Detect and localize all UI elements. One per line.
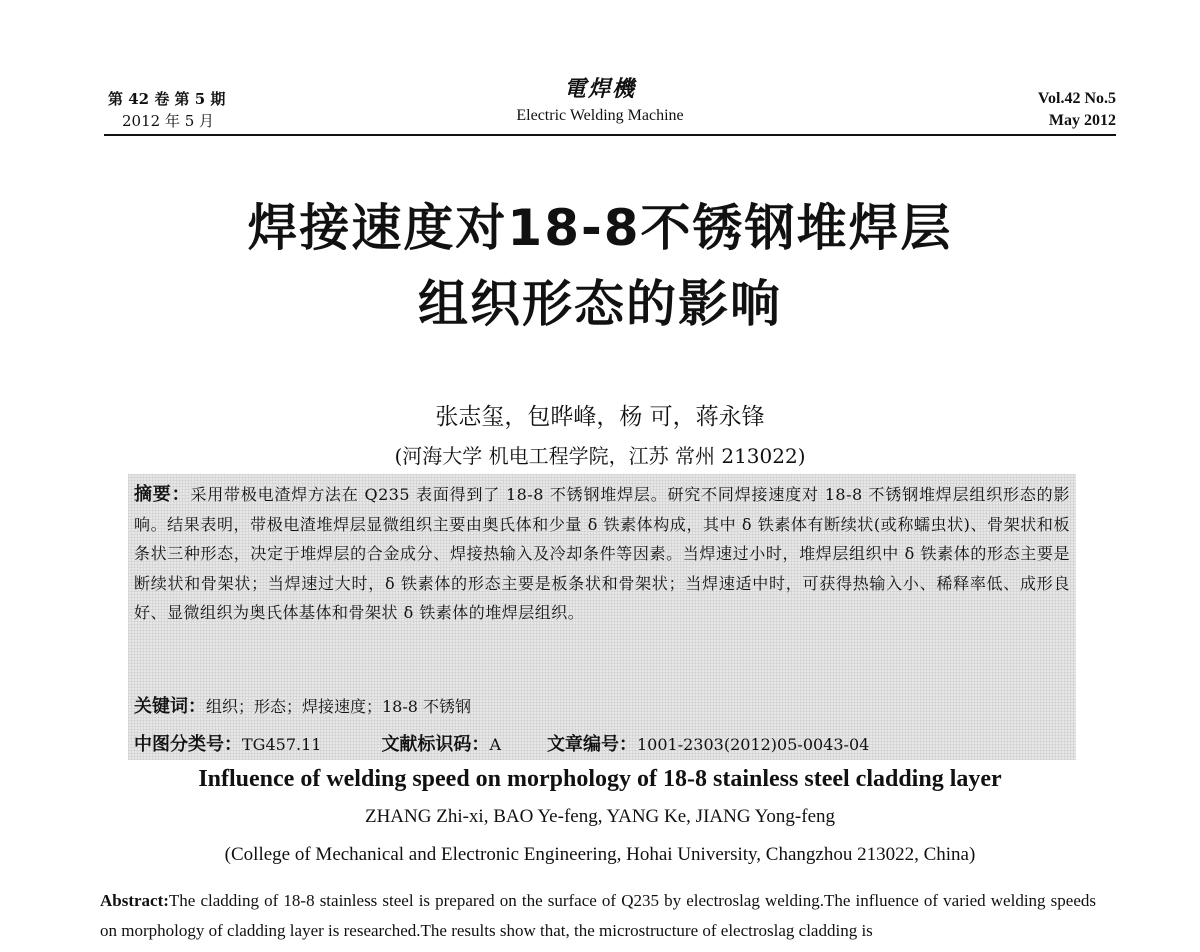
clc-value: TG457.11 — [242, 735, 322, 754]
header-divider — [104, 134, 1116, 136]
volume-issue-cn: 第 42 卷 第 5 期 — [108, 90, 226, 108]
journal-header — [0, 72, 1200, 125]
article-number-label: 文章编号： — [547, 734, 637, 755]
doc-code-value: A — [489, 735, 501, 754]
clc-label: 中图分类号： — [134, 734, 242, 755]
affiliation-en: (College of Mechanical and Electronic Engineering, Hohai University, Changzhou 213022, China) — [224, 844, 976, 865]
date-cn: 2012 年 5 月 — [122, 112, 215, 130]
title-line-1: 焊接速度对18-8不锈钢堆焊层 — [247, 199, 953, 257]
keywords-label: 关键词： — [134, 696, 206, 717]
authors-en: ZHANG Zhi-xi, BAO Ye-feng, YANG Ke, JIANG Yong-feng — [364, 806, 836, 827]
paper-title-cn — [0, 190, 1200, 342]
affiliation-cn: (河海大学 机电工程学院，江苏 常州 213022) — [394, 444, 806, 468]
keywords-text: 组织；形态；焊接速度；18-8 不锈钢 — [206, 697, 472, 716]
abstract-label-cn: 摘要： — [134, 484, 191, 505]
journal-name-en: Electric Welding Machine — [516, 107, 684, 124]
authors-cn: 张志玺，包晔峰，杨 可，蒋永锋 — [435, 404, 765, 430]
article-number-value: 1001-2303(2012)05-0043-04 — [637, 735, 870, 754]
doc-code-label: 文献标识码： — [381, 734, 490, 755]
abstract-label-en: Abstract: — [100, 891, 169, 910]
classification-row — [134, 730, 869, 756]
journal-name-cn: 電焊機 — [563, 76, 636, 102]
date-en: May 2012 — [1048, 112, 1116, 129]
abstract-en — [100, 886, 1096, 946]
abstract-text-en: The cladding of 18-8 stainless steel is prepared on the surface of Q235 by electroslag welding.The influence of varied welding speeds on morphology of cladding layer is researched.The results show that, the microstructure of electroslag cladding is — [100, 891, 1096, 940]
title-line-2: 组织形态的影响 — [418, 275, 782, 333]
volume-issue-en: Vol.42 No.5 — [1037, 90, 1116, 107]
abstract-text-cn: 采用带极电渣焊方法在 Q235 表面得到了 18-8 不锈钢堆焊层。研究不同焊接速度对 18-8 不锈钢堆焊层组织形态的影响。结果表明，带极电渣堆焊层显微组织主要由奥氏体和少量 δ 铁素体构成，其中 δ 铁素体有断续状(或称蠕虫状)、骨架状和板条状三种形态，决定于堆焊层的合金成分、焊接热输入及冷却条件等因素。当焊速过小时，堆焊层组织中 δ 铁素体的形态主要是断续状和骨架状；当焊速过大时，δ 铁素体的形态主要是板条状和骨架状；当焊速适中时，可获得热输入小、稀释率低、成形良好、显微组织为奥氏体基体和骨架状 δ 铁素体的堆焊层组织。 — [134, 485, 1070, 622]
abstract-cn — [134, 480, 1070, 628]
journal-volume-en — [1038, 88, 1116, 132]
paper-title-en: Influence of welding speed on morphology of 18-8 stainless steel cladding layer — [198, 766, 1002, 792]
keywords — [134, 692, 471, 718]
